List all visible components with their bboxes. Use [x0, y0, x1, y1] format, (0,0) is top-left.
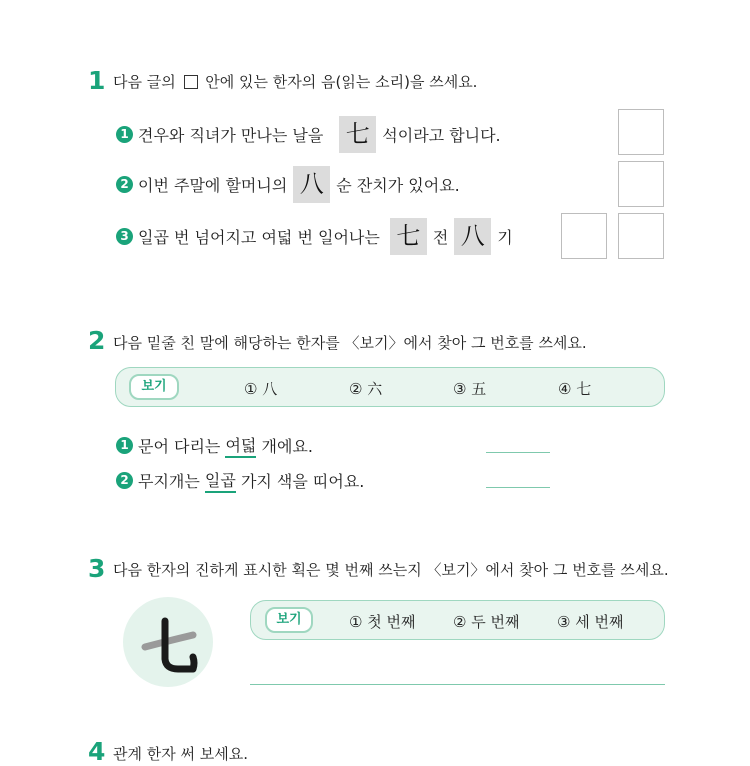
q1-item-2 [116, 166, 460, 203]
hanja-stroke-second [165, 621, 194, 669]
question-2-title: 다음 밑줄 친 말에 해당하는 한자를 〈보기〉에서 찾아 그 번호를 쓰세요. [113, 334, 587, 352]
q1-item-1-text-after: 석이라고 합니다. [382, 126, 501, 145]
q1-answer-box-3a[interactable] [561, 213, 607, 259]
q2-bogi-label: 보기 [129, 374, 179, 400]
q3-bogi-label: 보기 [265, 607, 313, 633]
q2-option-4: ④ 七 [558, 380, 592, 398]
q2-item-1-underlined: 여덟 [225, 433, 256, 458]
q2-item-1 [116, 433, 313, 458]
q1-item-1 [116, 116, 501, 153]
q2-item-2-underlined: 일곱 [205, 468, 236, 493]
q2-option-3: ③ 五 [453, 380, 487, 398]
q1-item-3-text-after: 기 [497, 228, 513, 247]
q1-title-after: 안에 있는 한자의 음(읽는 소리)을 쓰세요. [205, 73, 478, 91]
q1-item-1-hanja: 七 [339, 116, 376, 153]
q1-item-3-mid: 전 [432, 228, 449, 247]
item-badge: 1 [116, 126, 133, 143]
q1-item-2-hanja: 八 [293, 166, 330, 203]
hanja-stroke-first [145, 635, 193, 647]
q3-option-2: ② 두 번째 [453, 613, 520, 631]
q1-item-3-hanja-1: 七 [390, 218, 427, 255]
q2-item-1-after: 개에요. [261, 437, 313, 456]
q1-title-before: 다음 글의 [113, 73, 176, 91]
q1-item-2-text-after: 순 잔치가 있어요. [336, 176, 460, 195]
hanja-char: 七 [168, 685, 169, 686]
question-number-2: 2 [88, 326, 106, 355]
q2-option-1: ① 八 [244, 380, 278, 398]
q2-item-2 [116, 468, 364, 493]
question-number-1: 1 [88, 66, 106, 95]
question-number-4: 4 [88, 737, 106, 766]
q1-item-1-text-before: 견우와 직녀가 만나는 날을 [138, 126, 324, 145]
hanja-stroke-figure [123, 597, 213, 687]
question-1-title [113, 71, 477, 92]
q2-item-1-before: 문어 다리는 [138, 437, 221, 456]
q2-option-2: ② 六 [349, 380, 383, 398]
q1-answer-box-3b[interactable] [618, 213, 664, 259]
q3-option-3: ③ 세 번째 [557, 613, 624, 631]
q3-option-1: ① 첫 번째 [349, 613, 416, 631]
q2-answer-line-2[interactable] [486, 487, 550, 488]
item-badge: 2 [116, 472, 133, 489]
question-4-title: 관계 한자 써 보세요. [113, 745, 248, 763]
item-badge: 1 [116, 437, 133, 454]
q2-item-2-before: 무지개는 [138, 472, 200, 491]
square-icon [184, 75, 198, 89]
q2-item-2-after: 가지 색을 띠어요. [240, 472, 365, 491]
q1-item-3-hanja-2: 八 [454, 218, 491, 255]
item-badge: 2 [116, 176, 133, 193]
q1-item-3 [116, 218, 513, 255]
q1-item-3-text-before: 일곱 번 넘어지고 여덟 번 일어나는 [138, 228, 380, 247]
hanja-circle [123, 597, 213, 687]
question-number-3: 3 [88, 554, 106, 583]
item-badge: 3 [116, 228, 133, 245]
q1-answer-box-1[interactable] [618, 109, 664, 155]
q1-item-2-text-before: 이번 주말에 할머니의 [138, 176, 288, 195]
question-3-title: 다음 한자의 진하게 표시한 획은 몇 번째 쓰는지 〈보기〉에서 찾아 그 번호를 쓰세요. [113, 561, 669, 579]
q2-answer-line-1[interactable] [486, 452, 550, 453]
q3-answer-line[interactable] [250, 684, 665, 685]
q1-answer-box-2[interactable] [618, 161, 664, 207]
